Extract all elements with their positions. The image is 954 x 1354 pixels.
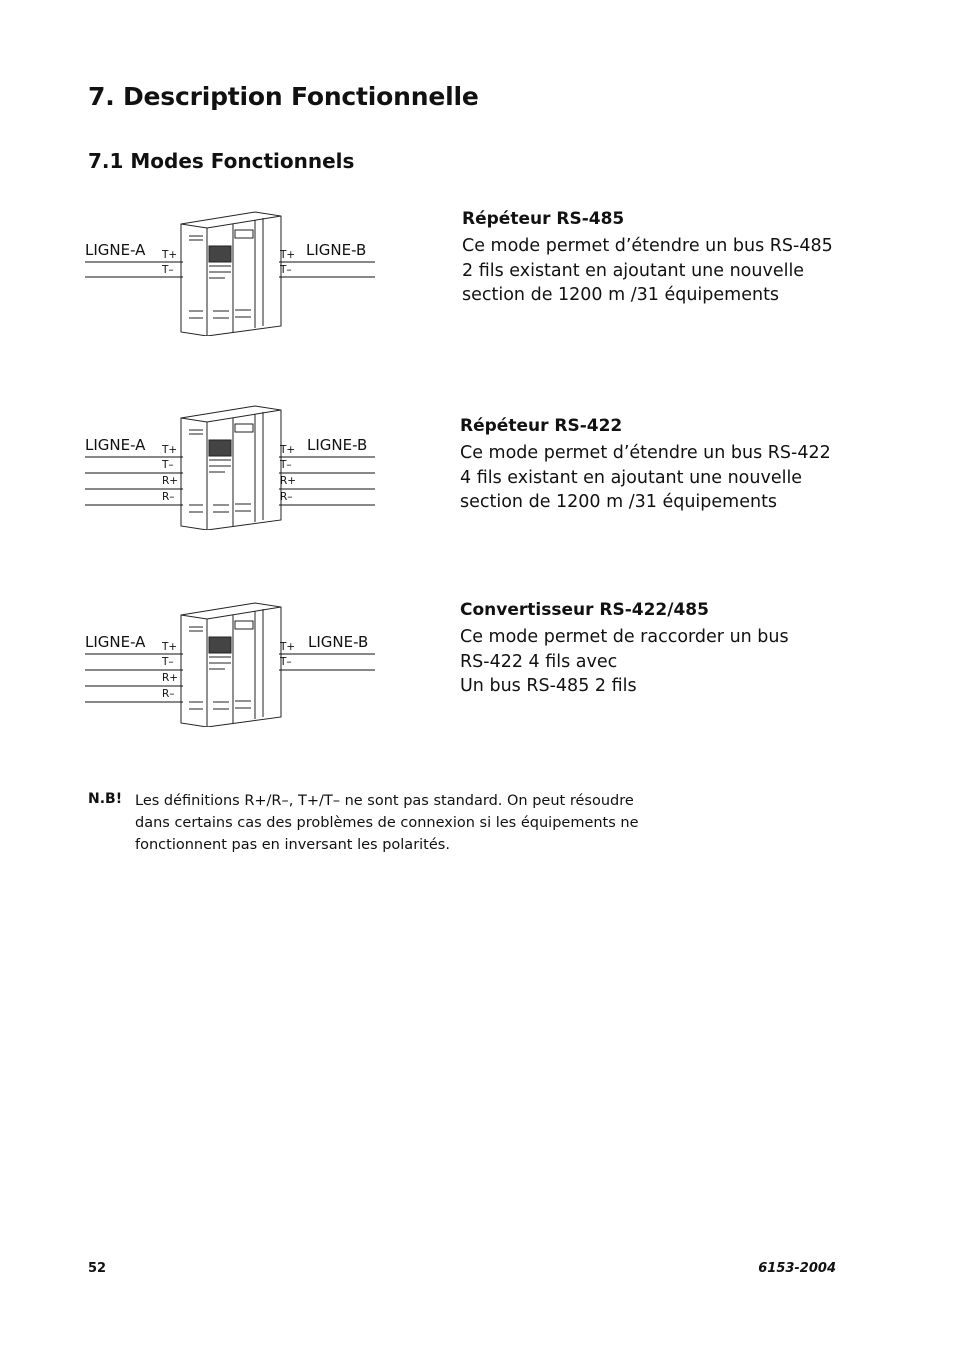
device-drawing [85,597,385,727]
note-label: N.B! [88,791,123,807]
right-terminal-r-plus: R+ [280,475,297,487]
page-number: 52 [88,1261,107,1276]
right-terminal-t-minus: T– [280,264,292,276]
mode-description [462,234,833,308]
desc-line: Ce mode permet d’étendre un bus RS-422 [460,443,831,463]
left-terminal-r-minus: R– [162,688,175,700]
left-line-label: LIGNE-A [85,633,146,651]
mode-title: Répéteur RS-485 [462,209,625,229]
right-line-label: LIGNE-B [308,633,369,651]
diagram-rs422-repeater [85,400,385,530]
device-drawing [85,400,385,530]
right-terminal-t-plus: T+ [280,444,296,456]
mode-title: Répéteur RS-422 [460,416,623,436]
right-terminal-t-plus: T+ [280,249,296,261]
mode-converter-text [460,600,789,699]
desc-line: 2 fils existant en ajoutant une nouvelle [462,260,805,281]
diagram-rs485-repeater [85,206,385,336]
left-terminal-r-plus: R+ [162,672,179,684]
left-terminal-r-minus: R– [162,491,175,503]
left-line-label: LIGNE-A [85,241,146,259]
desc-line: section de 1200 m /31 équipements [462,285,780,305]
note-line: fonctionnent pas en inversant les polarités. [135,837,450,853]
right-terminal-t-minus: T– [280,459,292,471]
mode-description [460,441,831,515]
note-text [135,790,639,856]
desc-line: RS-422 4 fils avec [460,651,618,672]
left-line-label: LIGNE-A [85,436,146,454]
left-terminal-t-plus: T+ [162,444,178,456]
right-line-label: LIGNE-B [306,241,367,259]
right-terminal-t-plus: T+ [280,641,296,653]
left-terminal-r-plus: R+ [162,475,179,487]
left-terminal-t-minus: T– [162,264,174,276]
right-line-label: LIGNE-B [307,436,368,454]
desc-line: 4 fils existant en ajoutant une nouvelle [460,467,803,488]
document-number: 6153-2004 [758,1261,836,1276]
desc-line: Ce mode permet de raccorder un bus [460,627,789,647]
desc-line: Ce mode permet d’étendre un bus RS-485 [462,236,833,256]
device-drawing [85,206,385,336]
left-terminal-t-minus: T– [162,656,174,668]
left-terminal-t-plus: T+ [162,641,178,653]
diagram-rs422-485-converter [85,597,385,727]
right-terminal-t-minus: T– [280,656,292,668]
section-title: 7.1 Modes Fonctionnels [88,149,355,173]
mode-rs485-text [462,209,833,308]
note-line: Les définitions R+/R–, T+/T– ne sont pas standard. On peut résoudre [135,793,634,809]
left-terminal-t-minus: T– [162,459,174,471]
note-line: dans certains cas des problèmes de connexion si les équipements ne [135,815,639,831]
right-terminal-r-minus: R– [280,491,293,503]
left-terminal-t-plus: T+ [162,249,178,261]
page-title: 7. Description Fonctionnelle [88,82,479,111]
mode-title: Convertisseur RS-422/485 [460,600,709,620]
mode-rs422-text [460,416,831,515]
desc-line: section de 1200 m /31 équipements [460,492,778,512]
mode-description [460,625,789,699]
desc-line: Un bus RS-485 2 fils [460,676,637,696]
